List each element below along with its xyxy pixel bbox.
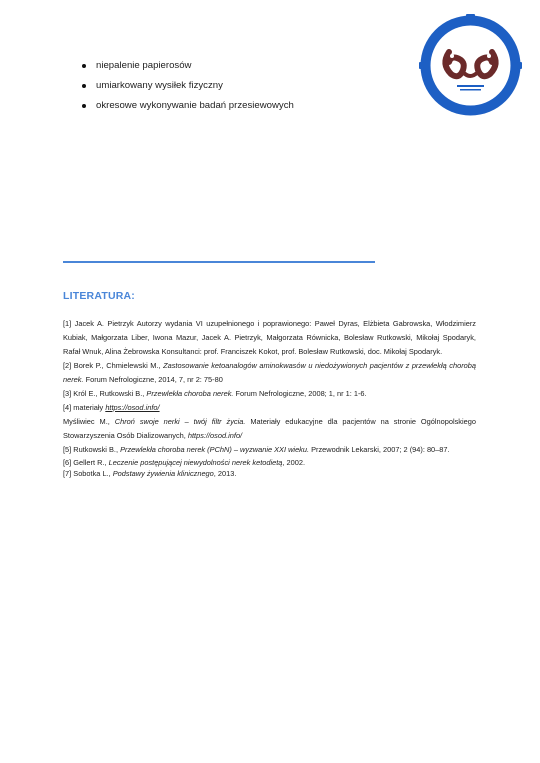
reference-url: https://osod.info/ xyxy=(187,431,243,440)
reference-item: [1] Jacek A. Pietrzyk Autorzy wydania VI uzupełnionego i poprawionego: Paweł Dyras, Elżbieta Gabrowska, Włodzimierz Kubiak, Małgorzata Liber, Iwona Mazur, Jacek A. Pietrzyk, Małgorzata Równicka, Bolesław Rutkowski, Mikołaj Spodaryk, Rafał Wnuk, Alina Żebrowska Konsultanci: prof. Franciszek Kokot, prof. Bolesław Rutkowski, doc. Mikołaj Spodaryk. xyxy=(63,319,476,356)
reference-item: [4] materiały https://osod.info/ xyxy=(63,403,160,412)
bullet-icon xyxy=(82,64,86,68)
list-item: okresowe wykonywanie badań przesiewowych xyxy=(82,96,294,116)
reference-item: [2] Borek P., Chmielewski M., Zastosowanie ketoanalogów aminokwasów u niedożywionych pacjentów z przewlekłą chorobą nerek. Forum Nefrologiczne, 2014, 7, nr 2: 75-80 xyxy=(63,361,476,384)
bullet-list xyxy=(82,56,294,116)
bullet-icon xyxy=(82,84,86,88)
list-item: niepalenie papierosów xyxy=(82,56,294,76)
osod-logo xyxy=(419,14,522,117)
list-item: umiarkowany wysiłek fizyczny xyxy=(82,76,294,96)
reference-link[interactable]: https://osod.info/ xyxy=(105,403,160,412)
reference-item: [7] Sobotka L., Podstawy żywienia klinicznego, 2013. xyxy=(63,469,237,478)
section-heading: LITERATURA: xyxy=(63,290,135,302)
reference-item: [6] Gellert R., Leczenie postępującej niewydolności nerek ketodietą, 2002. xyxy=(63,458,305,467)
bullet-icon xyxy=(82,104,86,108)
reference-item: [5] Rutkowski B., Przewlekła choroba nerek (PChN) – wyzwanie XXI wieku. Przewodnik Lekarski, 2007; 2 (94): 80–87. xyxy=(63,445,450,454)
reference-item: [3] Król E., Rutkowski B., Przewlekła choroba nerek. Forum Nefrologiczne, 2008; 1, nr 1: 1-6. xyxy=(63,389,367,398)
reference-list xyxy=(63,317,476,479)
section-divider xyxy=(63,261,375,263)
reference-item: Myśliwiec M., Chroń swoje nerki – twój filtr życia. Materiały edukacyjne dla pacjentów na stronie Ogólnopolskiego Stowarzyszenia Osób Dializowanych, https://osod.info/ xyxy=(63,417,476,440)
